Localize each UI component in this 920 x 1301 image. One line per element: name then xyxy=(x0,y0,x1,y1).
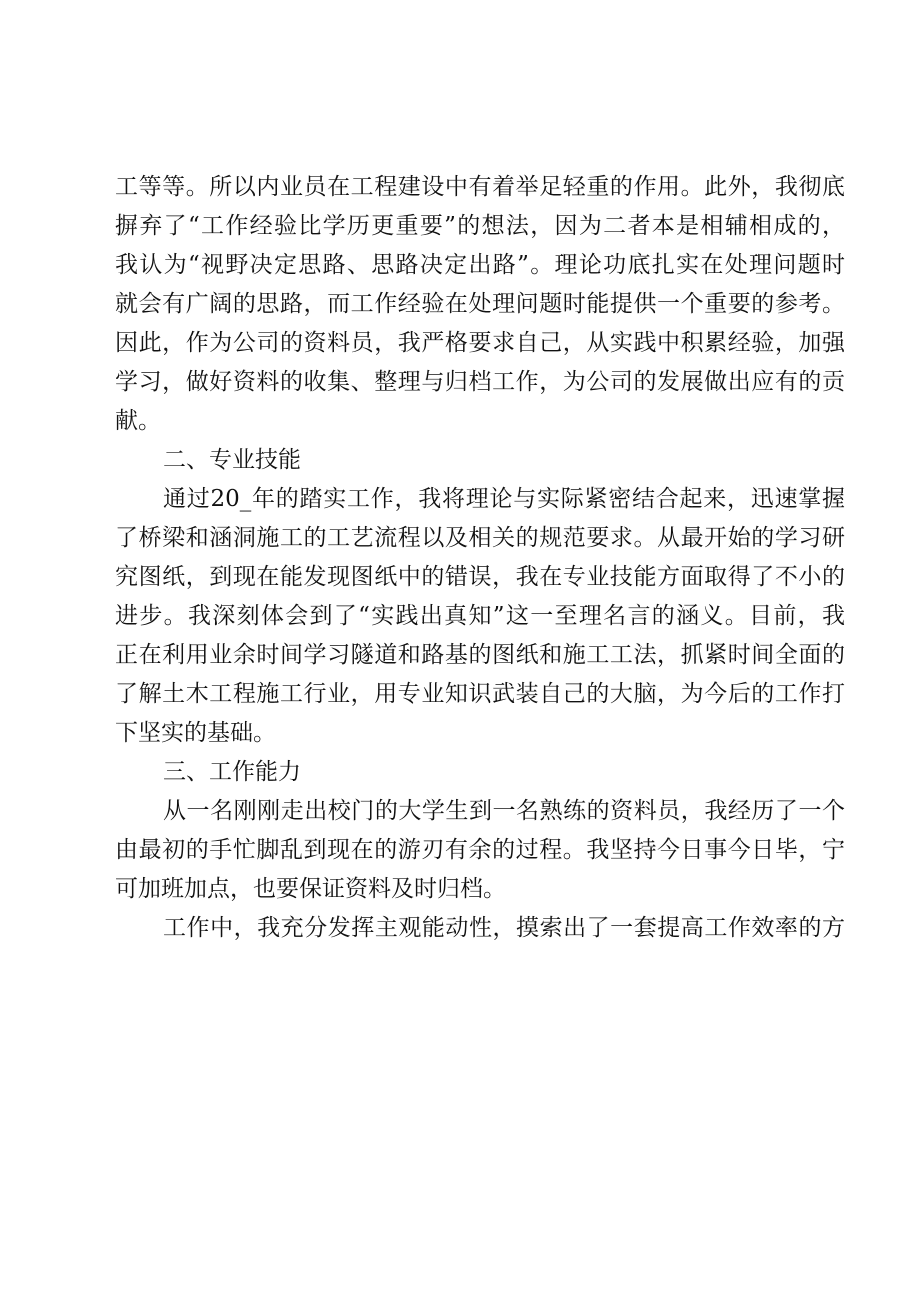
paragraph-1-line-5: 因此，作为公司的资料员，我严格要求自己，从实践中积累经验，加强 xyxy=(115,330,845,356)
paragraph-2-line-1: 通过20_年的踏实工作，我将理论与实际紧密结合起来，迅速掌握 xyxy=(163,486,845,512)
paragraph-2-line-4: 进步。我深刻体会到了“实践出真知”这一至理名言的涵义。目前，我 xyxy=(115,603,845,629)
paragraph-3-line-1: 从一名刚刚走出校门的大学生到一名熟练的资料员，我经历了一个 xyxy=(163,798,845,824)
section-heading-professional-skills: 二、专业技能 xyxy=(163,447,301,473)
section-heading-work-ability: 三、工作能力 xyxy=(163,759,301,785)
paragraph-3-line-3: 可加班加点，也要保证资料及时归档。 xyxy=(115,876,506,902)
paragraph-1-line-2: 摒弃了“工作经验比学历更重要”的想法，因为二者本是相辅相成的， xyxy=(115,213,845,239)
paragraph-3-line-2: 由最初的手忙脚乱到现在的游刃有余的过程。我坚持今日事今日毕，宁 xyxy=(115,837,845,863)
paragraph-2-line-5: 正在利用业余时间学习隧道和路基的图纸和施工工法，抓紧时间全面的 xyxy=(115,642,845,668)
paragraph-1-line-6: 学习，做好资料的收集、整理与归档工作，为公司的发展做出应有的贡 xyxy=(115,369,845,395)
paragraph-1-line-3: 我认为“视野决定思路、思路决定出路”。理论功底扎实在处理问题时 xyxy=(115,252,845,278)
paragraph-2-line-6: 了解土木工程施工行业，用专业知识武装自己的大脑，为今后的工作打 xyxy=(115,681,845,707)
paragraph-2-line-2: 了桥梁和涵洞施工的工艺流程以及相关的规范要求。从最开始的学习研 xyxy=(115,525,845,551)
paragraph-1-line-4: 就会有广阔的思路，而工作经验在处理问题时能提供一个重要的参考。 xyxy=(115,291,845,317)
paragraph-1-line-1: 工等等。所以内业员在工程建设中有着举足轻重的作用。此外，我彻底 xyxy=(115,174,845,200)
document-body xyxy=(115,168,845,948)
paragraph-2-line-7: 下坚实的基础。 xyxy=(115,720,276,746)
paragraph-4-line-1: 工作中，我充分发挥主观能动性，摸索出了一套提高工作效率的方 xyxy=(163,915,845,941)
paragraph-1-line-7: 献。 xyxy=(115,408,161,434)
paragraph-2-line-3: 究图纸，到现在能发现图纸中的错误，我在专业技能方面取得了不小的 xyxy=(115,564,845,590)
